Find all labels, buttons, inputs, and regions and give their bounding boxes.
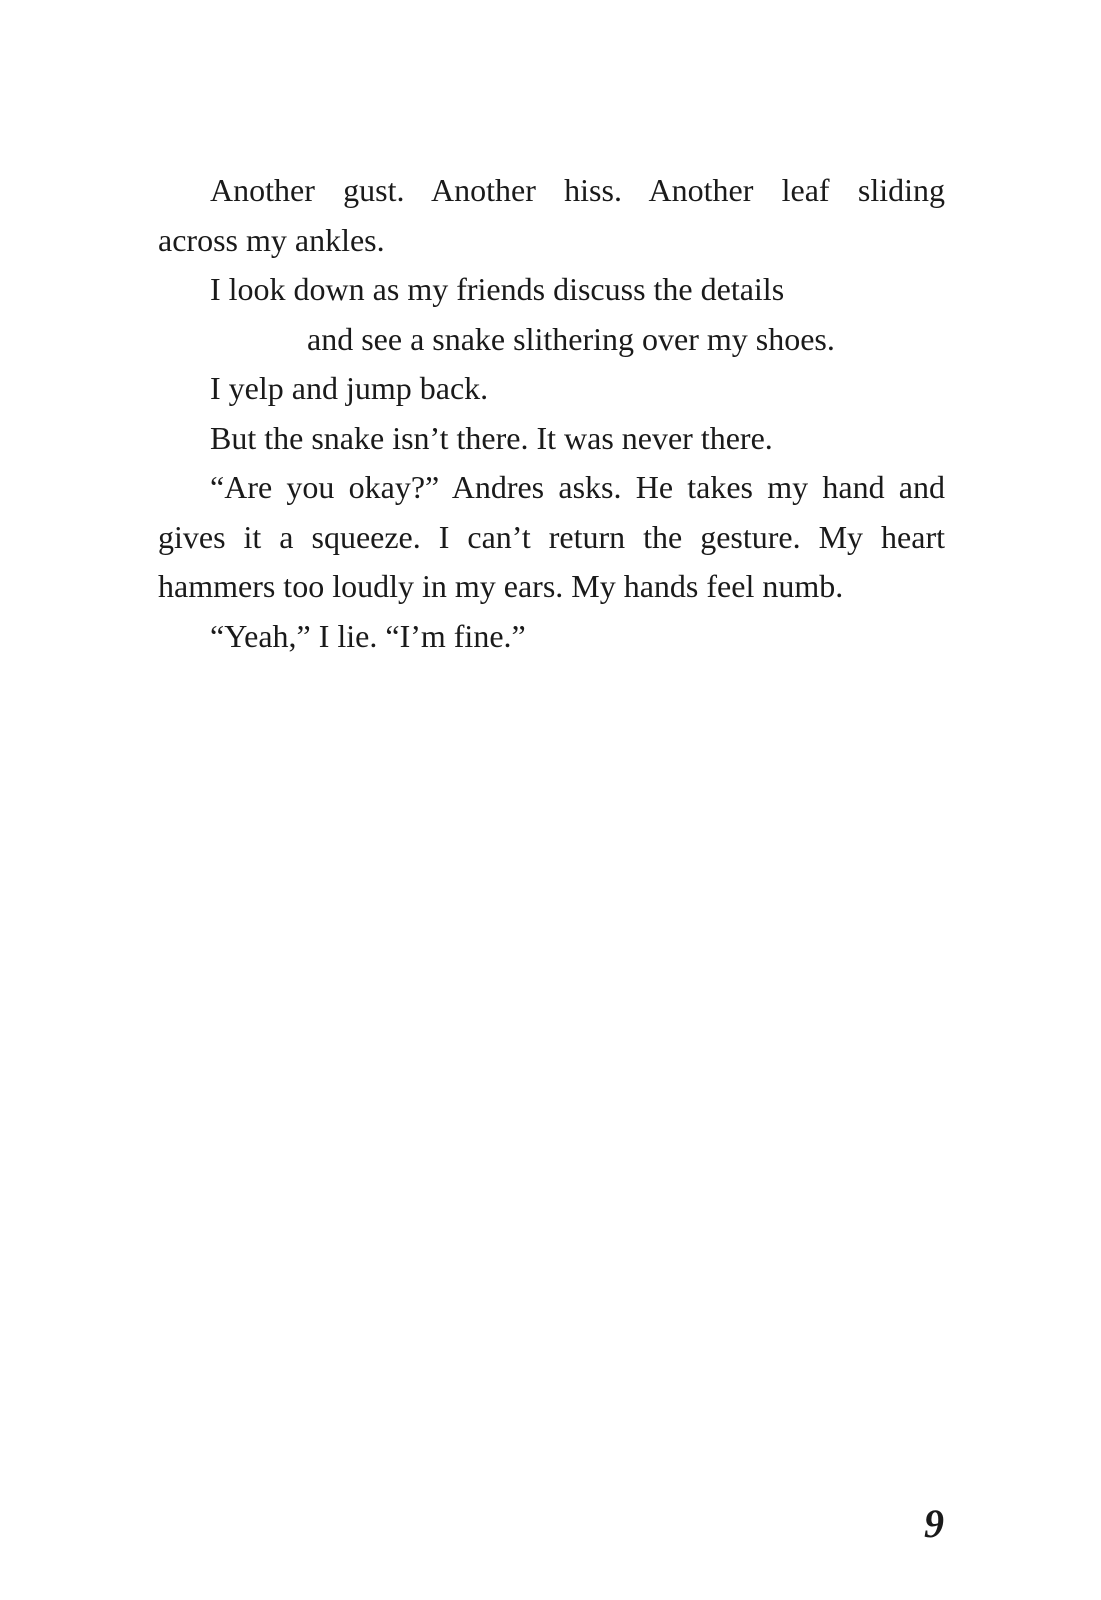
text-line: Another gust. Another hiss. Another leaf sliding <box>210 172 945 208</box>
text-line: But the snake isn’t there. It was never there. <box>210 419 773 456</box>
body-text <box>158 166 945 661</box>
text-line: hammers too loudly in my ears. My hands feel numb. <box>158 568 844 604</box>
text-line: I yelp and jump back. <box>210 370 489 406</box>
text-line: I look down as my friends discuss the details <box>210 271 785 307</box>
page-number: 9 <box>924 1501 944 1546</box>
text-line: and see a snake slithering over my shoes. <box>307 320 835 357</box>
text-line: “Yeah,” I lie. “I’m fine.” <box>210 617 526 654</box>
text-line: gives it a squeeze. I can’t return the gesture. My heart <box>158 518 945 555</box>
text-line: “Are you okay?” Andres asks. He takes my hand and <box>210 469 945 505</box>
text-line: across my ankles. <box>158 221 385 258</box>
